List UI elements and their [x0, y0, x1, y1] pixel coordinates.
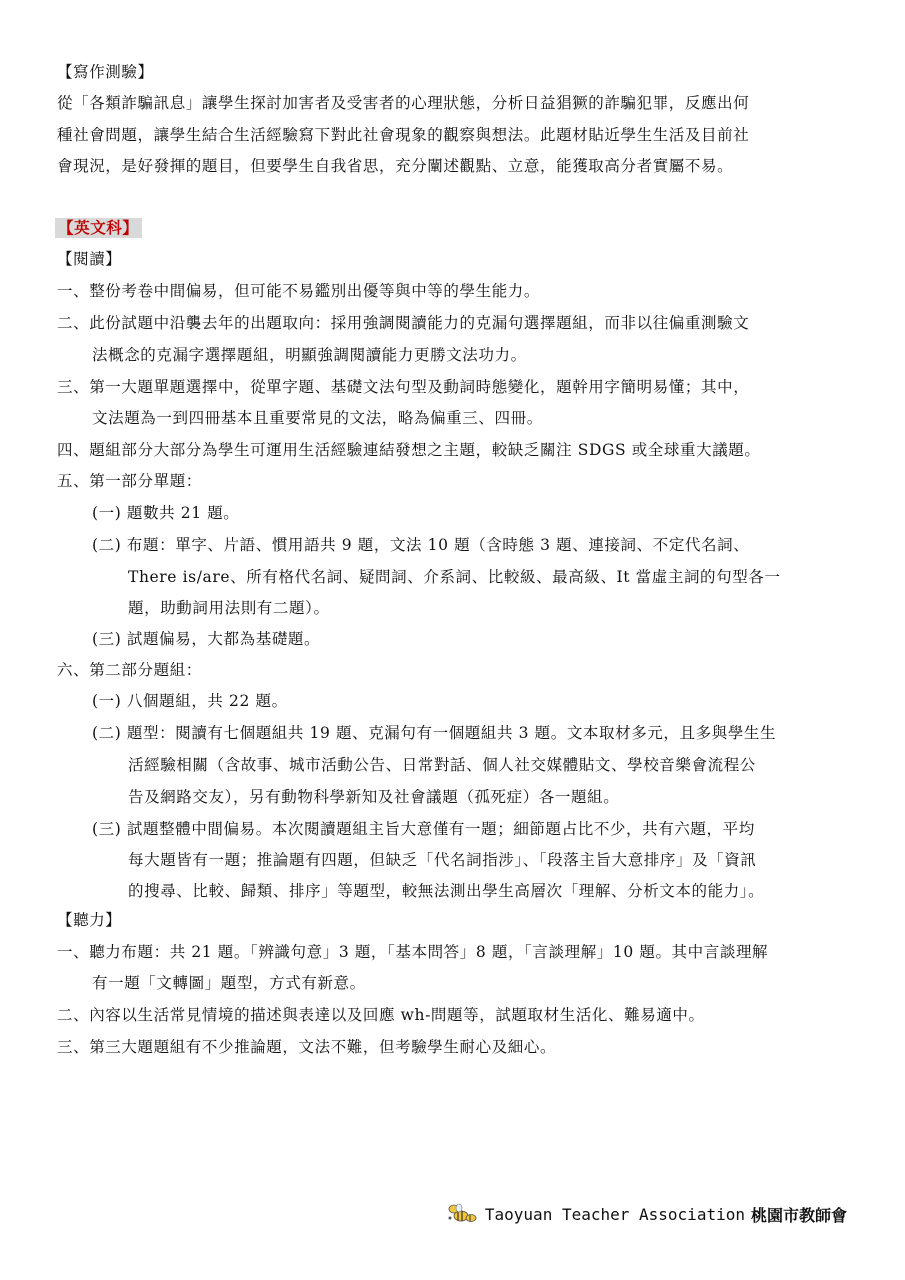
- paragraph-line: 從「各類詐騙訊息」讓學生探討加害者及受害者的心理狀態，分析日益猖獗的詐騙犯罪，反應出何: [57, 94, 750, 112]
- sub-item: (二) 題型：閱讀有七個題組共 19 題、克漏句有一個題組共 3 題。文本取材多元，且多與學生生: [92, 724, 777, 742]
- footer-branding: [445, 1202, 847, 1226]
- list-item: 三、第一大題單題選擇中，從單字題、基礎文法句型及動詞時態變化，題幹用字簡明易懂；其中，: [57, 378, 750, 396]
- list-item: 二、此份試題中沿襲去年的出題取向：採用強調閱讀能力的克漏句選擇題組，而非以往偏重測驗文: [57, 314, 750, 332]
- sub-item: (一) 八個題組，共 22 題。: [92, 692, 288, 710]
- sub-item-continued: 每大題皆有一題；推論題有四題，但缺乏「代名詞指涉」、「段落主旨大意排序」及「資訊: [128, 851, 757, 869]
- sub-item-continued: 告及網路交友），另有動物科學新知及社會議題（孤死症）各一題組。: [128, 788, 620, 806]
- bee-icon: [445, 1203, 479, 1225]
- list-item: 四、題組部分大部分為學生可運用生活經驗連結發想之主題，較缺乏關注 SDGS 或全球重大議題。: [57, 441, 761, 459]
- reading-heading: 【閱讀】: [57, 250, 122, 268]
- list-item: 三、第三大題題組有不少推論題，文法不難，但考驗學生耐心及細心。: [57, 1038, 557, 1056]
- sub-item-continued: 的搜尋、比較、歸類、排序」等題型，較無法測出學生高層次「理解、分析文本的能力」。: [128, 882, 765, 900]
- list-item: 六、第二部分題組：: [57, 661, 202, 679]
- footer-organization-name-cn: 桃園市教師會: [750, 1205, 847, 1225]
- listening-heading: 【聽力】: [57, 911, 122, 929]
- list-item: 二、內容以生活常見情境的描述與表達以及回應 wh-問題等，試題取材生活化、難易適中。: [57, 1006, 705, 1024]
- sub-item: (三) 試題偏易，大都為基礎題。: [92, 630, 321, 648]
- sub-item-continued: 活經驗相關（含故事、城市活動公告、日常對話、個人社交媒體貼文、學校音樂會流程公: [128, 756, 756, 774]
- list-item: 一、整份考卷中間偏易，但可能不易鑑別出優等與中等的學生能力。: [57, 282, 541, 300]
- sub-item-continued: 題，助動詞用法則有二題）。: [128, 599, 330, 617]
- sub-item: (三) 試題整體中間偏易。本次閱讀題組主旨大意僅有一題；細節題占比不少，共有六題，平均: [92, 820, 755, 838]
- paragraph-line: 會現況，是好發揮的題目，但要學生自我省思，充分闡述觀點、立意，能獲取高分者實屬不易。: [57, 157, 734, 175]
- english-section-heading: 【英文科】: [55, 218, 142, 238]
- sub-item: (二) 布題：單字、片語、慣用語共 9 題，文法 10 題（含時態 3 題、連接詞、不定代名詞、: [92, 536, 750, 554]
- list-item-continued: 有一題「文轉圖」題型，方式有新意。: [92, 974, 366, 992]
- list-item-continued: 法概念的克漏字選擇題組，明顯強調閱讀能力更勝文法功力。: [92, 346, 527, 364]
- paragraph-line: 種社會問題，讓學生結合生活經驗寫下對此社會現象的觀察與想法。此題材貼近學生生活及目前社: [57, 126, 750, 144]
- footer-organization-name: Taoyuan Teacher Association: [484, 1204, 745, 1224]
- sub-item-continued: There is/are、所有格代名詞、疑問詞、介系詞、比較級、最高級、It 當虛主詞的句型各一: [128, 568, 781, 586]
- list-item: 五、第一部分單題：: [57, 472, 202, 490]
- sub-item: (一) 題數共 21 題。: [92, 504, 240, 522]
- writing-heading: 【寫作測驗】: [57, 63, 154, 81]
- list-item-continued: 文法題為一到四冊基本且重要常見的文法，略為偏重三、四冊。: [92, 409, 543, 427]
- list-item: 一、聽力布題：共 21 題。「辨識句意」3 題，「基本問答」8 題，「言談理解」10 題。其中言談理解: [57, 943, 769, 961]
